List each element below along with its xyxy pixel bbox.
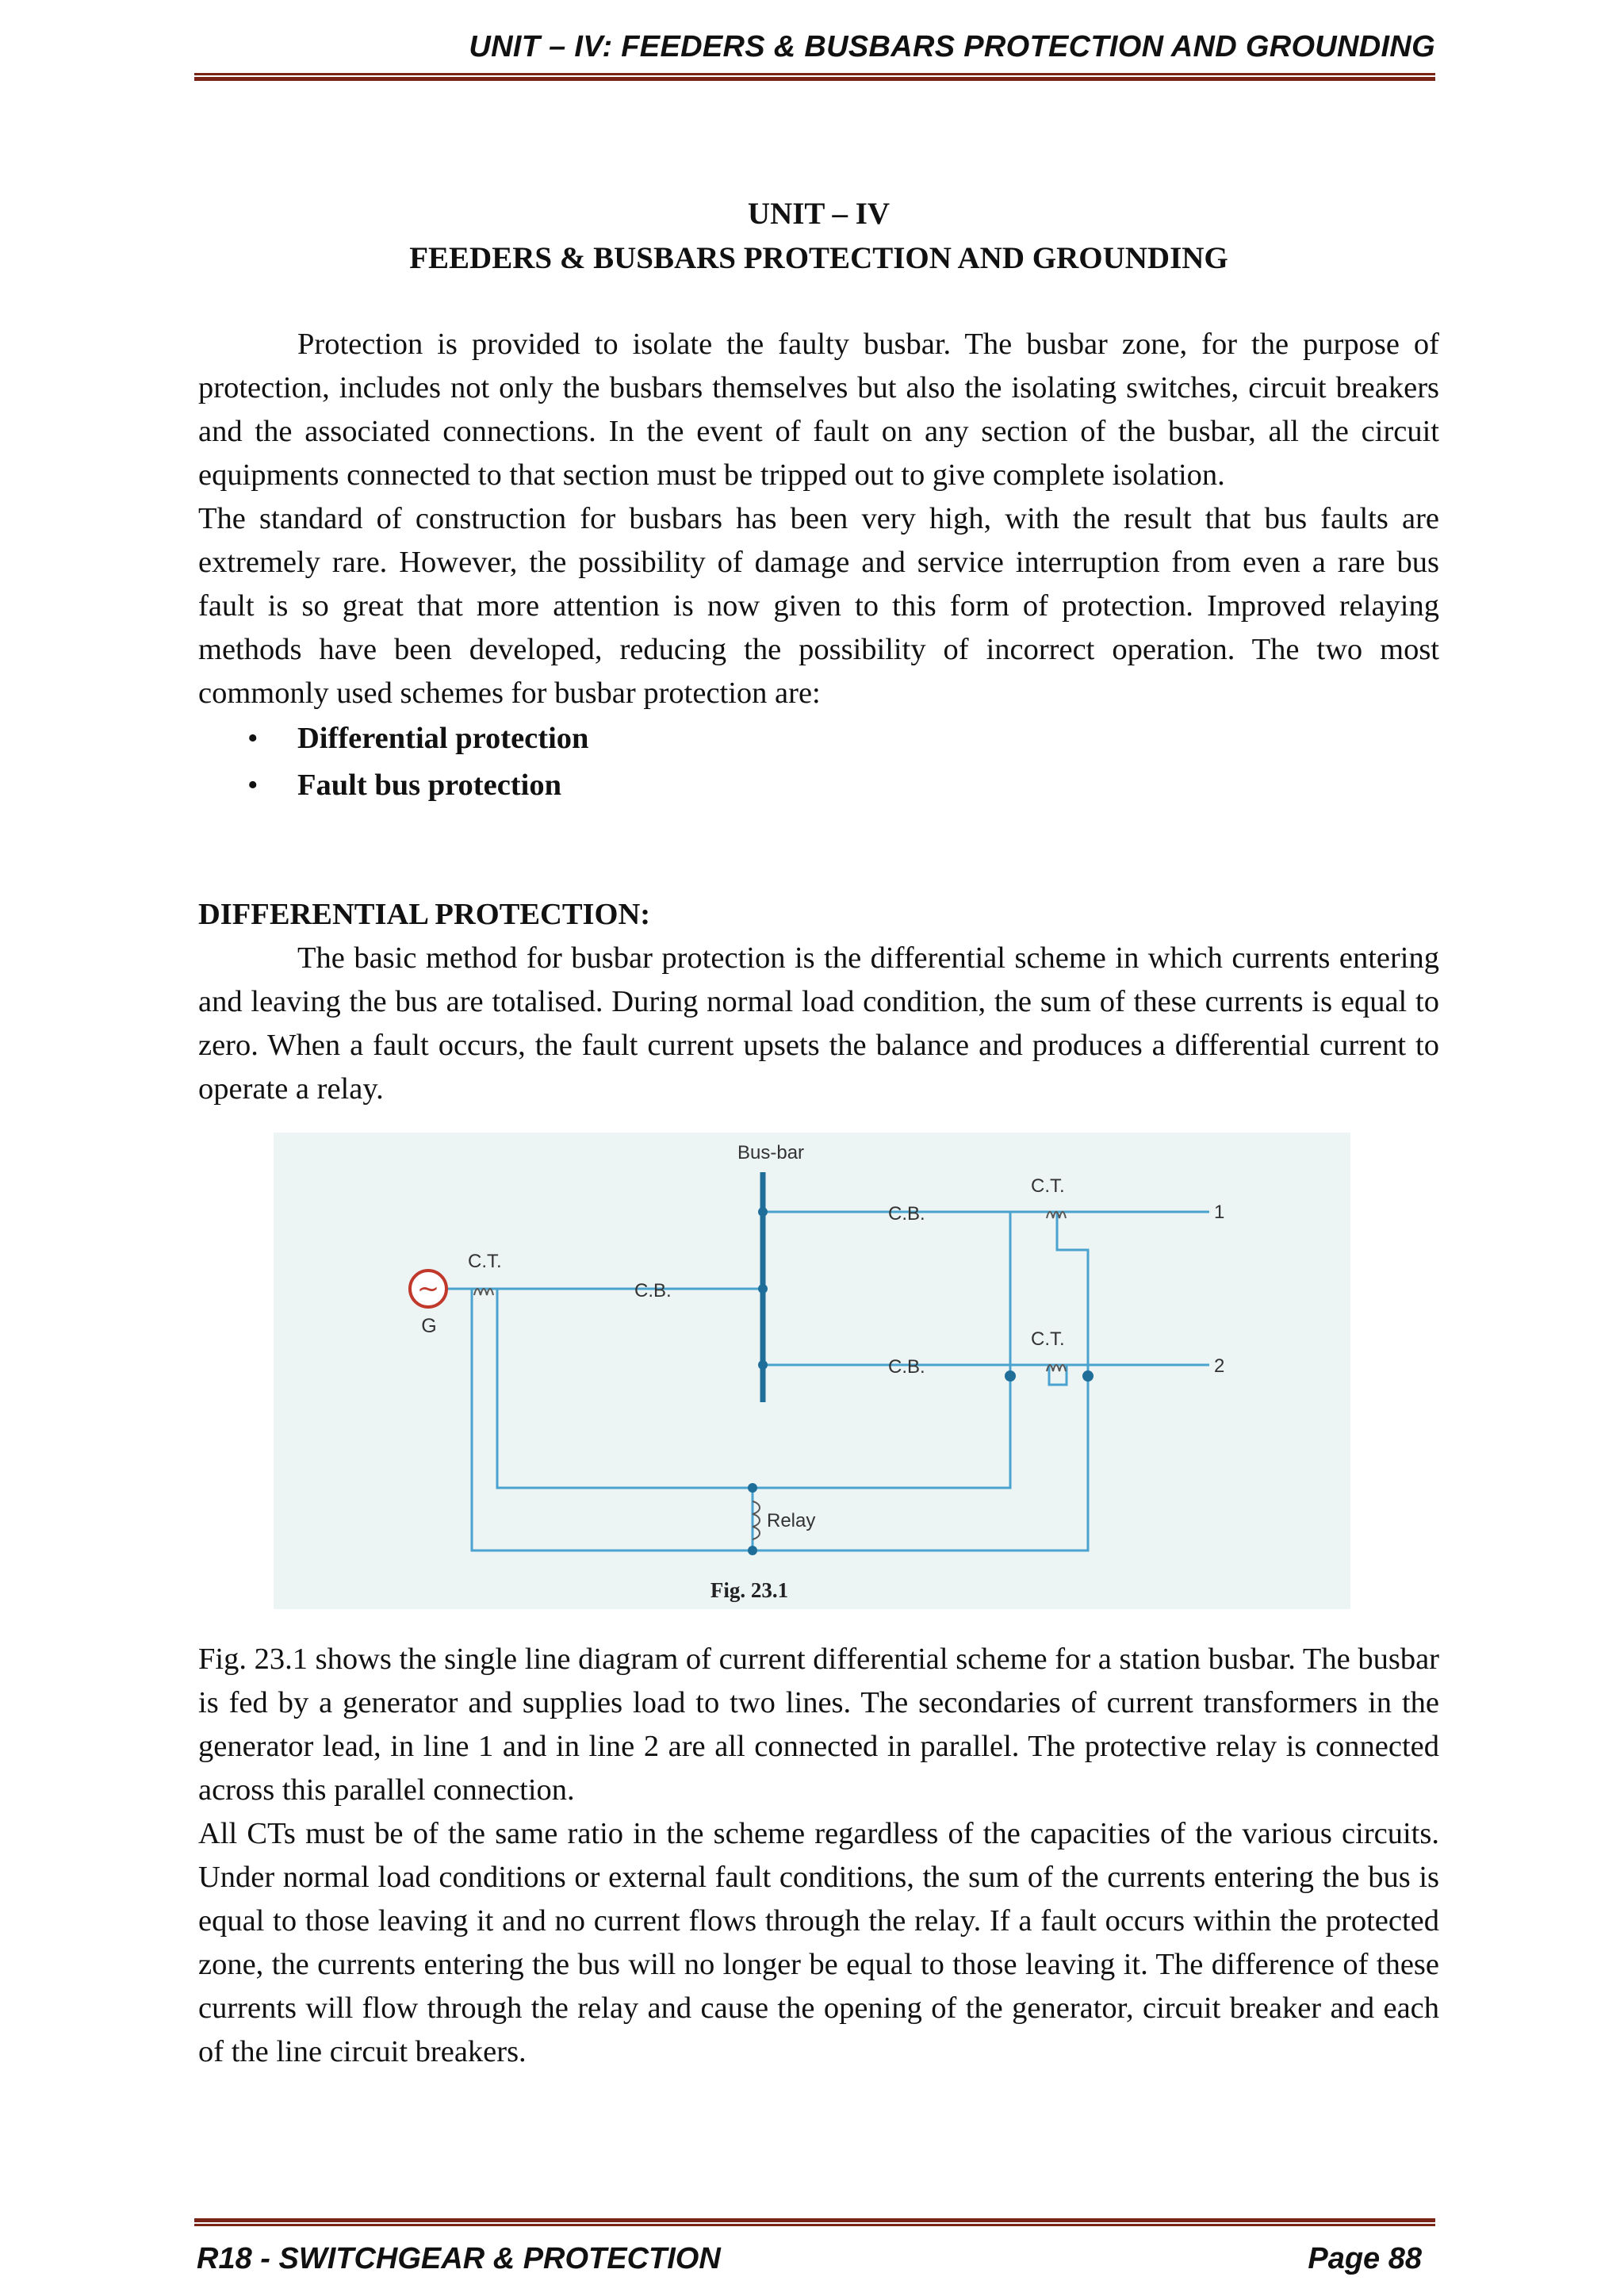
bullet-icon: •: [247, 769, 259, 802]
differential-paragraph: The basic method for busbar protection is the differential scheme in which currents entering and leaving the bus are totalised. During normal load condition, the sum of these currents is equal to zero. When a fault occurs, the fault current upsets the balance and produces a differential current to operate a relay.: [198, 941, 1439, 1106]
junction-dots: [748, 1207, 1094, 1555]
title-block: [198, 192, 1439, 281]
footer-course: R18 - SWITCHGEAR & PROTECTION: [197, 2242, 721, 2275]
explanation-section: [198, 1638, 1439, 2074]
ct-secondary-loop-a: [497, 1212, 1010, 1488]
explanation-paragraph-1: Fig. 23.1 shows the single line diagram of current differential scheme for a station busbar. The busbar is fed by a generator and supplies load to two lines. The secondaries of current transformers in the generator lead, in line 1 and in line 2 are all connected in parallel. The protective relay is connected across this parallel connection.: [198, 1642, 1439, 1807]
section-heading: DIFFERENTIAL PROTECTION:: [198, 898, 651, 931]
junction-dot: [1005, 1370, 1016, 1382]
busbar-label: Bus-bar: [737, 1142, 805, 1163]
footer-rule: [194, 2218, 1435, 2226]
line-2-label: 2: [1214, 1355, 1225, 1377]
junction-dot: [1082, 1370, 1094, 1382]
figure-caption: Fig. 23.1: [710, 1578, 789, 1602]
line-1-label: 1: [1214, 1202, 1225, 1223]
cb-generator-label: C.B.: [634, 1280, 672, 1301]
junction-dot: [748, 1546, 757, 1555]
list-item: [198, 715, 1439, 762]
intro-paragraph-1: Protection is provided to isolate the faulty busbar. The busbar zone, for the purpose of protection, includes not only the busbars themselves but also the isolating switches, circuit breakers and the associated connections. In the event of fault on any section of the busbar, all the circuit equipments connected to that section must be tripped out to give complete isolation.: [198, 328, 1439, 492]
generator-symbol: ~: [416, 1273, 440, 1305]
unit-subtitle: FEEDERS & BUSBARS PROTECTION AND GROUNDING: [409, 241, 1228, 275]
scheme-list: [198, 715, 1439, 809]
unit-title: UNIT – IV: [747, 197, 891, 231]
explanation-paragraph-2: All CTs must be of the same ratio in the scheme regardless of the capacities of the various circuits. Under normal load conditions or external fault conditions, the sum of the currents entering the bus is equal to those leaving it and no current flows through the relay. If a fault occurs within the protected zone, the currents entering the bus will no longer be equal to those leaving it. The difference of these currents will flow through the relay and cause the opening of the generator, circuit breaker and each of the line circuit breakers.: [198, 1817, 1439, 2068]
diagram-labels: [468, 1142, 1224, 1531]
list-item: [198, 762, 1439, 809]
footer-page-number: Page 88: [1308, 2242, 1422, 2275]
intro-section: [198, 323, 1439, 809]
ct-line-2-label: C.T.: [1031, 1328, 1065, 1350]
circuit-diagram: [274, 1133, 1350, 1609]
wiring: [428, 1212, 1209, 1550]
header-rule: [194, 73, 1435, 81]
list-item-text: Fault bus protection: [297, 769, 561, 802]
cb-line-2-label: C.B.: [888, 1356, 925, 1378]
junction-dot: [758, 1207, 768, 1217]
diagram-svg: [274, 1133, 1350, 1609]
intro-paragraph-2: The standard of construction for busbars has been very high, with the result that bus faults are extremely rare. However, the possibility of damage and service interruption from even a rare bus fault is so great that more attention is now given to this form of protection. Improved relaying methods have been developed, reducing the possibility of incorrect operation. The two most commonly used schemes for busbar protection are:: [198, 502, 1439, 710]
cb-line-1-label: C.B.: [888, 1203, 925, 1225]
bullet-icon: •: [247, 722, 259, 755]
generator-label: G: [421, 1315, 437, 1337]
running-header: UNIT – IV: FEEDERS & BUSBARS PROTECTION AND GROUNDING: [469, 30, 1435, 63]
ct-generator-label: C.T.: [468, 1251, 502, 1272]
current-transformers: [474, 1212, 1066, 1371]
ct-line-1-label: C.T.: [1031, 1175, 1065, 1197]
junction-dot: [758, 1284, 768, 1294]
list-item-text: Differential protection: [297, 722, 589, 755]
differential-section: [198, 893, 1439, 1111]
relay-label: Relay: [767, 1510, 816, 1531]
junction-dot: [748, 1483, 757, 1493]
junction-dot: [758, 1360, 768, 1370]
generator: [410, 1271, 446, 1337]
